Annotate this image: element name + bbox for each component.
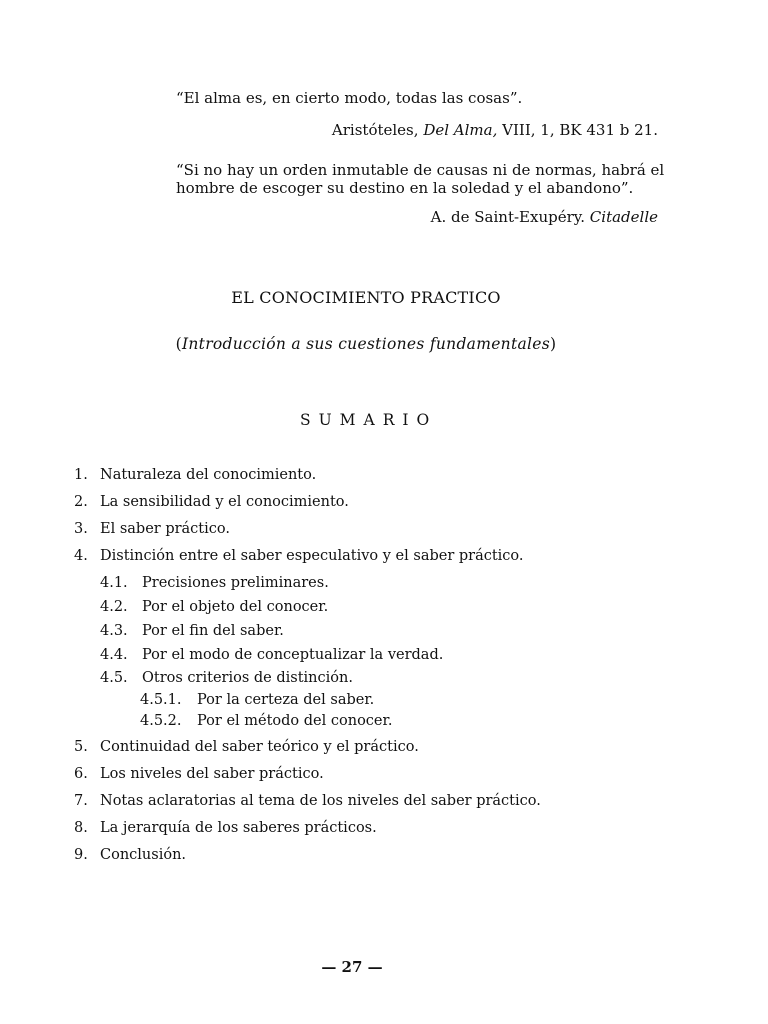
toc-item: 4. Distinción entre el saber especulativo y el saber práctico. — [74, 548, 524, 564]
toc-subitem: 4.5. Otros criterios de distinción. — [100, 670, 353, 686]
toc-item: 7. Notas aclaratorias al tema de los niveles del saber práctico. — [74, 793, 541, 809]
epigraph-aristotle-attribution — [332, 121, 658, 139]
sumario-heading: SUMARIO — [300, 411, 438, 429]
page-number: — 27 — — [321, 958, 383, 976]
subtitle-open-paren: ( — [175, 335, 182, 353]
epigraph-saint-exupery-author: A. de Saint-Exupéry. — [430, 208, 586, 226]
epigraph-aristotle-quote: “El alma es, en cierto modo, todas las cosas”. — [176, 89, 523, 107]
toc-subitem: 4.1. Precisiones preliminares. — [100, 575, 329, 591]
epigraph-aristotle-author: Aristóteles, — [331, 121, 419, 139]
toc-subsubitem: 4.5.1. Por la certeza del saber. — [140, 692, 375, 708]
toc-subitem: 4.3. Por el fin del saber. — [100, 623, 284, 639]
toc-item: 9. Conclusión. — [74, 847, 187, 863]
epigraph-saint-exupery-line-2: hombre de escoger su destino en la soledad y el abandono”. — [176, 179, 634, 197]
toc-subitem: 4.4. Por el modo de conceptualizar la verdad. — [100, 647, 444, 663]
toc-item: 1. Naturaleza del conocimiento. — [74, 467, 317, 483]
toc-item: 6. Los niveles del saber práctico. — [74, 766, 324, 782]
page-title: EL CONOCIMIENTO PRACTICO — [231, 288, 501, 307]
epigraph-saint-exupery-attribution — [431, 208, 658, 226]
toc-item: 5. Continuidad del saber teórico y el práctico. — [74, 739, 419, 755]
epigraph-saint-exupery-line-1: “Si no hay un orden inmutable de causas ni de normas, habrá el — [176, 161, 665, 179]
subtitle-close-paren: ) — [550, 335, 557, 353]
toc-subitem: 4.2. Por el objeto del conocer. — [100, 599, 329, 615]
toc-item: 8. La jerarquía de los saberes prácticos. — [74, 820, 377, 836]
epigraph-saint-exupery-work: Citadelle — [589, 208, 658, 226]
epigraph-aristotle-work: Del Alma, — [423, 121, 498, 139]
subtitle-text: Introducción a sus cuestiones fundamentales — [181, 335, 551, 353]
page-subtitle — [0, 335, 750, 353]
toc-item: 3. El saber práctico. — [74, 521, 230, 537]
epigraph-aristotle-ref: VIII, 1, BK 431 b 21. — [502, 121, 658, 139]
toc-item: 2. La sensibilidad y el conocimiento. — [74, 494, 349, 510]
toc-subsubitem: 4.5.2. Por el método del conocer. — [140, 713, 393, 729]
